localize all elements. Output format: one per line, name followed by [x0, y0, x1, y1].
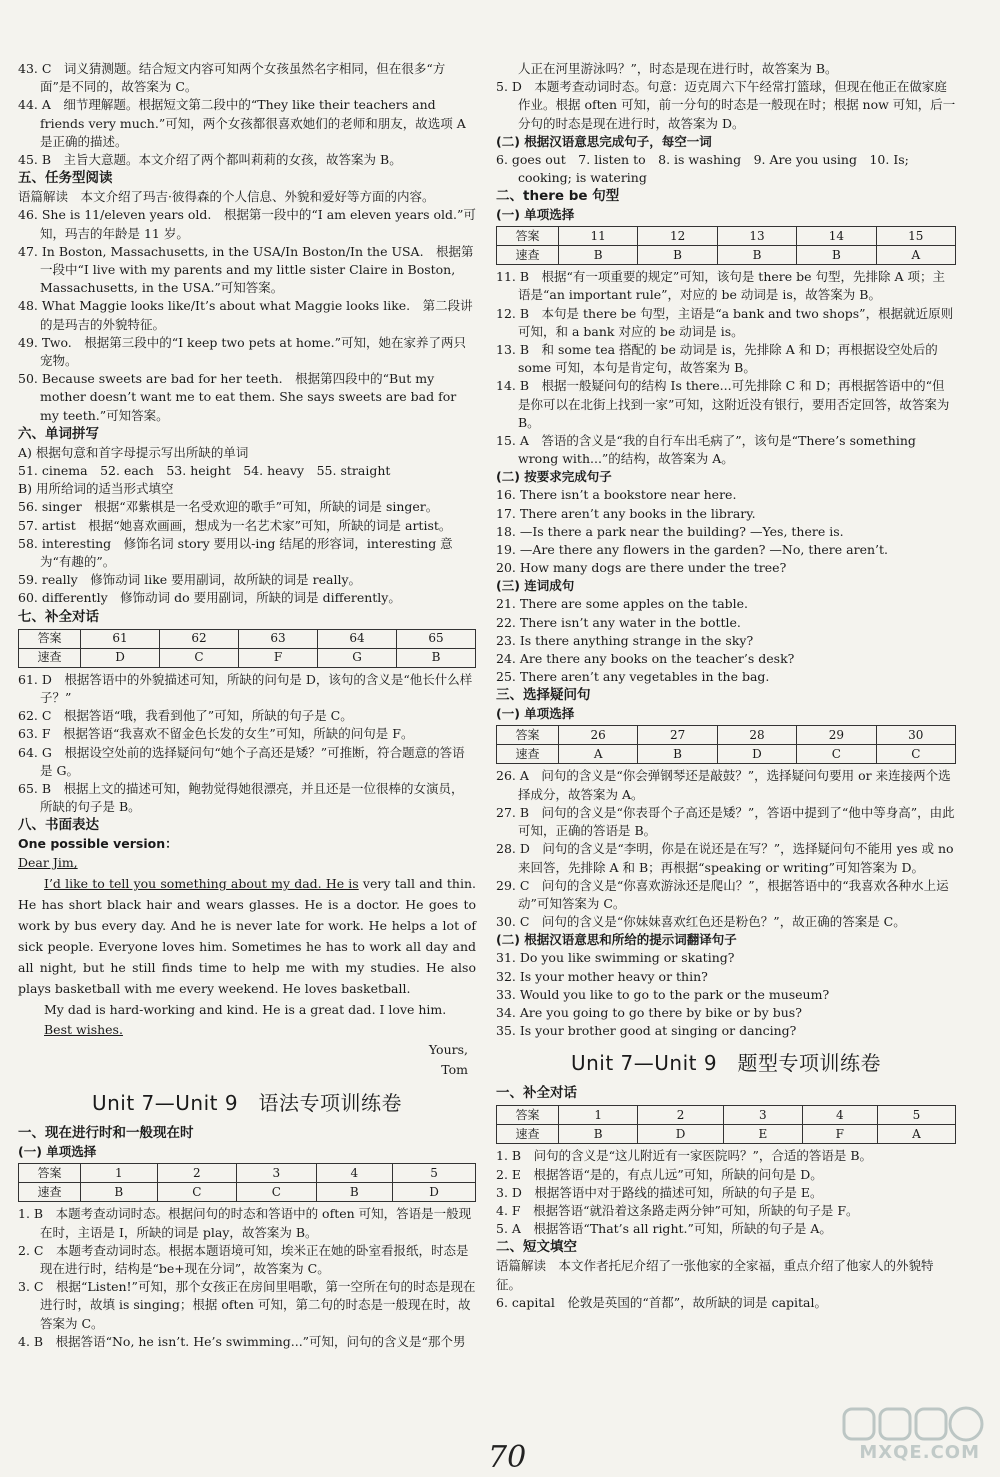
subsection-word-order: (三) 连词成句 — [496, 578, 575, 594]
table-cell: 29 — [797, 726, 876, 745]
table-cell: E — [723, 1125, 802, 1144]
table-cell: D — [717, 745, 796, 764]
grammar-unit-title: Unit 7—Unit 9 语法专项训练卷 — [91, 1091, 403, 1116]
answer-57: 57. artist 根据“她喜欢画画，想成为一名艺术家”可知，所缺的词是 artist。 — [18, 517, 452, 533]
grammar-answer-17: 17. There aren’t any books in the library. — [496, 505, 756, 521]
table-cell: C — [160, 648, 239, 667]
table-header-quick: 速查 — [497, 745, 559, 764]
table-header-answer: 答案 — [19, 1164, 81, 1183]
grammar-answers-6-10: 6. goes out 7. listen to 8. is washing 9. Are you using 10. Is; cooking; is watering — [496, 151, 909, 186]
answer-59: 59. really 修饰动词 like 要用副词，故所缺的词是 really。 — [18, 572, 362, 588]
table-cell: 3 — [237, 1164, 316, 1183]
table-cell: C — [876, 745, 955, 764]
answer-50: 50. Because sweets are bad for her teeth. 根据第四段中的“But my mother doesn’t want me to eat them. She says sweets are bad for my teeth.”可知答案。 — [18, 371, 457, 423]
section-5-intro: 语篇解读 本文介绍了玛吉·彼得森的个人信息、外貌和爱好等方面的内容。 — [18, 189, 435, 205]
table-cell: B — [638, 745, 717, 764]
subsection-single-choice: (一) 单项选择 — [496, 706, 575, 722]
question-type-unit-title: Unit 7—Unit 9 题型专项训练卷 — [570, 1051, 882, 1076]
table-cell: 14 — [797, 227, 876, 246]
answer-table-11-15 — [496, 226, 956, 265]
grammar-answer-32: 32. Is your mother heavy or thin? — [496, 968, 708, 984]
grammar-answer-25: 25. There aren’t any vegetables in the bag. — [496, 669, 770, 685]
table-cell: C — [157, 1183, 236, 1202]
left-column — [18, 60, 476, 1351]
grammar-answer-22: 22. There isn’t any water in the bottle. — [496, 614, 741, 630]
table-cell: A — [876, 246, 955, 265]
letter-underlined-phrase: I’d like to tell you something about my dad. He is — [44, 876, 359, 892]
answer-44: 44. A 细节理解题。根据短文第二段中的“They like their teachers and friends very much.”可知，两个女孩都很喜欢她们的老师和朋友，故选项 A 是正确的描述。 — [18, 97, 466, 149]
grammar-answer-26: 26. A 问句的含义是“你会弹钢琴还是敲鼓？”，选择疑问句要用 or 来连接两个选择成分，故答案为 A。 — [496, 768, 951, 802]
table-cell: 4 — [316, 1164, 393, 1183]
table-header-answer: 答案 — [497, 1106, 559, 1125]
letter-closing: Best wishes. — [44, 1022, 123, 1038]
section-there-be: 二、there be 句型 — [496, 188, 620, 205]
table-cell: D — [393, 1183, 476, 1202]
type-answer-5: 5. A 根据答语“That’s all right.”可知，所缺的句子是 A。 — [496, 1221, 832, 1237]
type-answer-1: 1. B 问句的含义是“这儿附近有一家医院吗？”，合适的答语是 B。 — [496, 1148, 873, 1164]
section-word-spelling: 六、单词拼写 — [18, 425, 99, 442]
cloze-intro: 语篇解读 本文作者托尼介绍了一张他家的全家福，重点介绍了他家人的外貌特征。 — [496, 1258, 934, 1292]
type-answer-2: 2. E 根据答语“是的，有点儿远”可知，所缺的问句是 D。 — [496, 1166, 823, 1182]
type-answer-3: 3. D 根据答语中对于路线的描述可知，所缺的句子是 E。 — [496, 1184, 823, 1200]
table-cell: B — [559, 246, 638, 265]
grammar-answer-3: 3. C 根据“Listen!”可知，那个女孩正在房间里唱歌，第一空所在句的时态是现在进行时，故填 is singing；根据 often 可知，第二句的时态是一般现在时，故答案为 C。 — [18, 1279, 476, 1331]
grammar-answer-23: 23. Is there anything strange in the sky? — [496, 632, 754, 648]
answer-58: 58. interesting 修饰名词 story 要用以-ing 结尾的形容词，interesting 意为“有趣的”。 — [18, 535, 453, 570]
table-cell: C — [797, 745, 876, 764]
grammar-answer-34: 34. Are you going to go there by bike or by bus? — [496, 1004, 802, 1020]
table-cell: 13 — [717, 227, 796, 246]
answer-49: 49. Two. 根据第三段中的“I keep two pets at home.”可知，她在家养了两只宠物。 — [18, 334, 467, 369]
answer-45: 45. B 主旨大意题。本文介绍了两个都叫莉莉的女孩，故答案为 B。 — [18, 152, 402, 168]
table-cell: 64 — [318, 629, 397, 648]
type-answer-4: 4. F 根据答语“就沿着这条路走两分钟”可知，所缺的句子是 F。 — [496, 1202, 859, 1218]
table-header-answer: 答案 — [497, 227, 559, 246]
grammar-answer-29: 29. C 问句的含义是“你喜欢游泳还是爬山？”，根据答语中的“我喜欢各种水上运动”可知答案为 C。 — [496, 877, 949, 911]
table-cell: 1 — [559, 1106, 638, 1125]
section-tenses: 一、现在进行时和一般现在时 — [18, 1125, 194, 1142]
grammar-answer-18: 18. —Is there a park near the building? —Yes, there is. — [496, 523, 844, 539]
letter-paragraph-1 — [18, 873, 476, 999]
grammar-answer-13: 13. B 和 some tea 搭配的 be 动词是 is，先排除 A 和 D；再根据设空处后的 some 可知，本句是肯定句，故答案为 B。 — [496, 342, 938, 376]
grammar-answer-14: 14. B 根据一般疑问句的结构 Is there...可先排除 C 和 D；再根据答语中的“但是你可以在北街上找到一家”可知，这附近没有银行，要用否定回答，故答案为 B。 — [496, 378, 950, 430]
grammar-answer-21: 21. There are some apples on the table. — [496, 596, 749, 612]
table-cell: 4 — [802, 1106, 877, 1125]
answer-60: 60. differently 修饰动词 do 要用副词，所缺的词是 differently。 — [18, 590, 401, 606]
letter-sign-name: Tom — [441, 1062, 468, 1078]
answer-table-26-30 — [496, 725, 956, 764]
grammar-answer-31: 31. Do you like swimming or skating? — [496, 950, 735, 966]
answer-46: 46. She is 11/eleven years old. 根据第一段中的“I am eleven years old.”可知，玛吉的年龄是 11 岁。 — [18, 207, 476, 241]
grammar-answer-11: 11. B 根据“有一项重要的规定”可知，该句是 there be 句型，先排除 A 项；主语是“an important rule”，对应的 be 动词是 is，故答案为 B。 — [496, 269, 945, 303]
answer-64: 64. G 根据设空处前的选择疑问句“她个子高还是矮？”可推断，符合题意的答语是 G。 — [18, 744, 465, 778]
table-cell: B — [397, 648, 476, 667]
answer-table-1-5 — [18, 1163, 476, 1202]
table-cell: A — [877, 1125, 955, 1144]
table-cell: A — [559, 745, 638, 764]
answer-65: 65. B 根据上文的描述可知，鲍勃觉得她很漂亮，并且还是一位很棒的女演员，所缺的句子是 B。 — [18, 780, 464, 815]
answer-61: 61. D 根据答语中的外貌描述可知，所缺的问句是 D，该句的含义是“他长什么样子？” — [18, 671, 473, 705]
letter-body-text: very tall and thin. He has short black hair and wears glasses. He is a doctor. He goes to work by bus every day. And he is never late for work. He helps a lot of sick people. Everyone loves him. Sometimes he has to work all day and all night, but he still finds time to help me with my studies. He also plays basketball with me every weekend. He loves basketball. — [18, 876, 477, 997]
grammar-answer-30: 30. C 问句的含义是“你妹妹喜欢红色还是粉色？”，故正确的答案是 C。 — [496, 914, 906, 930]
table-cell: 2 — [638, 1106, 724, 1125]
page-number: 70 — [488, 1440, 527, 1475]
right-column — [496, 60, 956, 1312]
table-cell: F — [239, 648, 318, 667]
table-cell: 65 — [397, 629, 476, 648]
table-cell: 15 — [876, 227, 955, 246]
table-cell: F — [802, 1125, 877, 1144]
letter-paragraph-2: My dad is hard-working and kind. He is a great dad. I love him. — [44, 1002, 447, 1018]
subsection-single-choice: (一) 单项选择 — [496, 207, 575, 223]
answer-63: 63. F 根据答语“我喜欢不留金色长发的女生”可知，所缺的问句是 F。 — [18, 726, 414, 742]
subsection-transform-sentences: (二) 按要求完成句子 — [496, 469, 612, 485]
table-header-quick: 速查 — [497, 246, 559, 265]
grammar-answer-24: 24. Are there any books on the teacher’s desk? — [496, 651, 795, 667]
section-6-part-b: B) 用所给词的适当形式填空 — [18, 481, 174, 497]
letter-sign-yours: Yours, — [428, 1042, 468, 1058]
table-cell: C — [237, 1183, 316, 1202]
section-task-reading: 五、任务型阅读 — [18, 170, 113, 187]
grammar-answer-4: 4. B 根据答语“No, he isn’t. He’s swimming...”可知，问句的含义是“那个男 — [18, 1333, 466, 1349]
table-cell: 11 — [559, 227, 638, 246]
table-cell: 30 — [876, 726, 955, 745]
grammar-answer-15: 15. A 答语的含义是“我的自行车出毛病了”，该句是“There’s something wrong with...”的结构，故答案为 A。 — [496, 433, 916, 467]
answer-table-type-1-5 — [496, 1105, 956, 1144]
grammar-answer-1: 1. B 本题考查动词时态。根据问句的时态和答语中的 often 可知，答语是一般现在时，主语是 I，所缺的词是 play，故答案为 B。 — [18, 1206, 472, 1240]
answer-62: 62. C 根据答语“哦，我看到他了”可知，所缺的句子是 C。 — [18, 708, 353, 724]
grammar-answer-33: 33. Would you like to go to the park or the museum? — [496, 986, 830, 1002]
subsection-complete-sentences: (二) 根据汉语意思完成句子，每空一词 — [496, 133, 712, 149]
section-cloze: 二、短文填空 — [496, 1239, 577, 1256]
table-cell: B — [81, 1183, 158, 1202]
table-header-answer: 答案 — [19, 629, 81, 648]
grammar-answer-4-continued: 人正在河里游泳吗？”，时态是现在进行时，故答案为 B。 — [518, 61, 838, 76]
answer-56: 56. singer 根据“邓紫棋是一名受欢迎的歌手”可知，所缺的词是 singer。 — [18, 499, 439, 515]
table-cell: D — [638, 1125, 724, 1144]
grammar-answer-20: 20. How many dogs are there under the tree? — [496, 560, 787, 576]
grammar-answer-27: 27. B 问句的含义是“你表哥个子高还是矮？”，答语中提到了“他中等身高”，由此可知，正确的答语是 B。 — [496, 804, 955, 839]
section-dialogue: 七、补全对话 — [18, 608, 99, 625]
answer-47: 47. In Boston, Massachusetts, in the USA/In Boston/In the USA. 根据第一段中“I live with my parents and my little sister Claire in Boston, Massachusetts, in the USA.”可知答案。 — [18, 243, 474, 296]
type-answer-6: 6. capital 伦敦是英国的“首都”，故所缺的词是 capital。 — [496, 1294, 828, 1310]
subsection-single-choice: (一) 单项选择 — [18, 1144, 97, 1160]
table-cell: 62 — [160, 629, 239, 648]
possible-version-label: One possible version： — [18, 836, 178, 852]
letter-greeting: Dear Jim, — [18, 855, 78, 871]
table-cell: B — [559, 1125, 638, 1144]
table-cell: 2 — [157, 1164, 236, 1183]
watermark-text: MXQE.COM — [859, 1442, 980, 1463]
answer-48: 48. What Maggie looks like/It’s about what Maggie looks like. 第二段讲的是玛吉的外貌特征。 — [18, 298, 473, 332]
answers-51-55: 51. cinema 52. each 53. height 54. heavy 55. straight — [18, 463, 391, 479]
table-cell: 63 — [239, 629, 318, 648]
section-6-part-a: A) 根据句意和首字母提示写出所缺的单词 — [18, 444, 249, 460]
table-cell: G — [318, 648, 397, 667]
table-header-answer: 答案 — [497, 726, 559, 745]
section-dialogue: 一、补全对话 — [496, 1085, 577, 1102]
section-alternative-questions: 三、选择疑问句 — [496, 687, 591, 704]
table-cell: B — [316, 1183, 393, 1202]
table-cell: 28 — [717, 726, 796, 745]
table-cell: 27 — [638, 726, 717, 745]
answer-table-61-65 — [18, 629, 476, 668]
subsection-translate: (二) 根据汉语意思和所给的提示词翻译句子 — [496, 932, 737, 948]
table-header-quick: 速查 — [19, 648, 81, 667]
section-writing: 八、书面表达 — [18, 817, 99, 834]
table-cell: B — [638, 246, 717, 265]
table-cell: 26 — [559, 726, 638, 745]
grammar-answer-16: 16. There isn’t a bookstore near here. — [496, 487, 737, 503]
table-cell: 5 — [393, 1164, 476, 1183]
grammar-answer-5: 5. D 本题考查动词时态。句意：迈克周六下午经常打篮球，但现在他正在做家庭作业。根据 often 可知，前一分句的时态是一般现在时；根据 now 可知，后一分句的时态是现在进行时，故答案为 D。 — [496, 79, 956, 131]
table-header-quick: 速查 — [19, 1183, 81, 1202]
table-header-quick: 速查 — [497, 1125, 559, 1144]
table-cell: 3 — [723, 1106, 802, 1125]
watermark-logo — [834, 1405, 994, 1471]
table-cell: B — [717, 246, 796, 265]
table-cell: B — [797, 246, 876, 265]
table-cell: D — [81, 648, 160, 667]
table-cell: 1 — [81, 1164, 158, 1183]
table-cell: 5 — [877, 1106, 955, 1125]
table-cell: 12 — [638, 227, 717, 246]
answer-43: 43. C 词义猜测题。结合短文内容可知两个女孩虽然名字相同，但在很多“方面”是不同的，故答案为 C。 — [18, 61, 446, 95]
grammar-answer-2: 2. C 本题考查动词时态。根据本题语境可知，埃米正在她的卧室看报纸，时态是现在进行时，结构是“be+现在分词”，故答案为 C。 — [18, 1242, 469, 1276]
grammar-answer-28: 28. D 问句的含义是“李明，你是在说还是在写？”，选择疑问句不能用 yes 或 no 来回答，先排除 A 和 B；再根据“speaking or writing”可知答案为 D。 — [496, 841, 954, 875]
grammar-answer-35: 35. Is your brother good at singing or dancing? — [496, 1023, 797, 1039]
grammar-answer-19: 19. —Are there any flowers in the garden? —No, there aren’t. — [496, 542, 888, 558]
table-cell: 61 — [81, 629, 160, 648]
grammar-answer-12: 12. B 本句是 there be 句型，主语是“a bank and two shops”，根据就近原则可知，和 a bank 对应的 be 动词是 is。 — [496, 305, 954, 339]
